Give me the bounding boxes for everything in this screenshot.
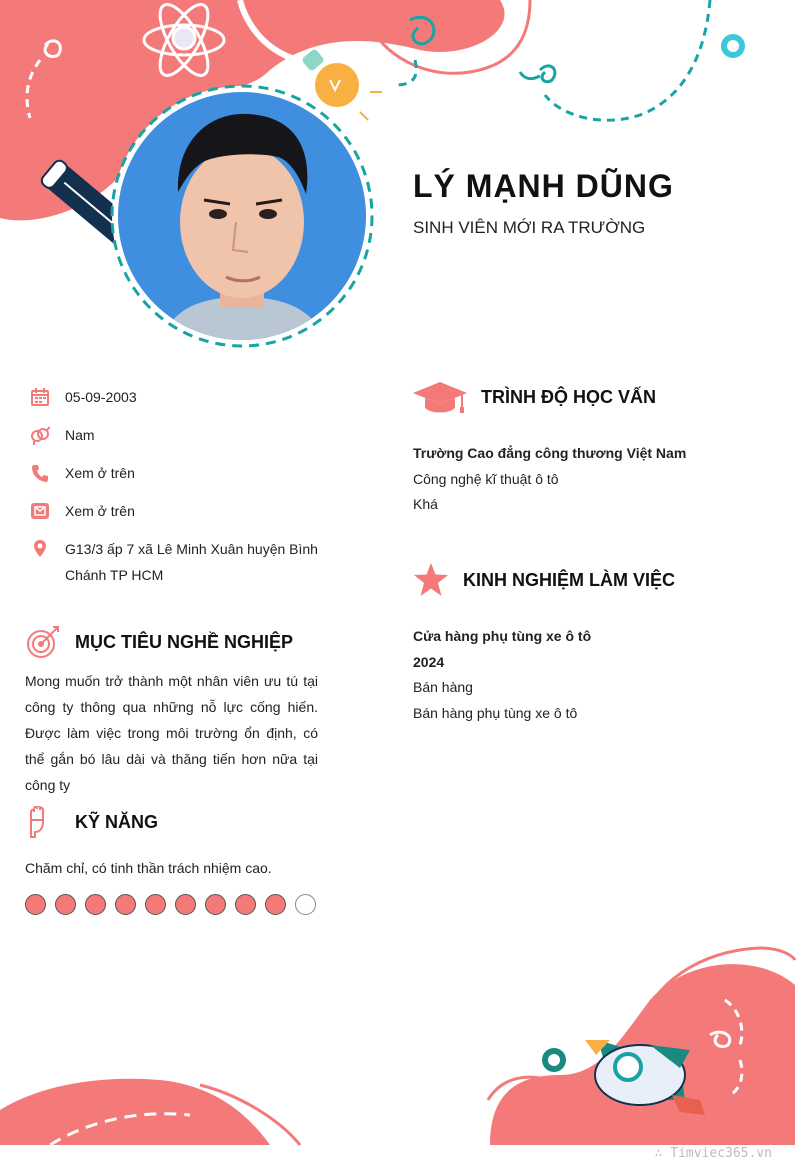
- education-heading: [413, 380, 656, 414]
- rating-dot: [205, 894, 226, 915]
- contact-birthday: [30, 384, 330, 410]
- rating-dot: [25, 894, 46, 915]
- rating-dot: [115, 894, 136, 915]
- email-value: Xem ở trên: [65, 503, 135, 519]
- rating-dot: [265, 894, 286, 915]
- gender-icon: [30, 425, 50, 445]
- objective-title: MỤC TIÊU NGHỀ NGHIỆP: [75, 631, 294, 652]
- experience-year: 2024: [413, 653, 445, 670]
- calendar-icon: [30, 387, 50, 407]
- profile-photo: [108, 82, 376, 350]
- map-pin-icon: [30, 539, 50, 559]
- candidate-role: SINH VIÊN MỚI RA TRƯỜNG: [413, 218, 646, 237]
- phone-icon: [30, 463, 50, 483]
- experience-title: KINH NGHIỆM LÀM VIỆC: [463, 569, 676, 590]
- raised-fist-icon: [25, 806, 61, 838]
- target-icon: [25, 624, 61, 660]
- experience-description: Bán hàng phụ tùng xe ô tô: [413, 704, 578, 721]
- phone-value: Xem ở trên: [65, 465, 135, 481]
- education-details: [413, 441, 686, 518]
- graduation-cap-icon: [413, 380, 467, 414]
- experience-position: Bán hàng: [413, 679, 473, 695]
- gender-value: Nam: [65, 427, 95, 443]
- address-value: G13/3 ấp 7 xã Lê Minh Xuân huyện Bình Chánh TP HCM: [65, 541, 318, 583]
- education-title: TRÌNH ĐỘ HỌC VẤN: [481, 386, 656, 407]
- experience-heading: [413, 562, 675, 598]
- watermark: ∴ Timviec365.vn: [654, 1146, 772, 1161]
- skill-rating: [25, 894, 316, 915]
- experience-company: Cửa hàng phụ tùng xe ô tô: [413, 628, 592, 644]
- contact-phone: [30, 460, 330, 486]
- mail-icon: [30, 501, 50, 521]
- education-school: Trường Cao đẳng công thương Việt Nam: [413, 445, 687, 461]
- candidate-name: LÝ MẠNH DŨNG: [413, 168, 674, 204]
- rating-dot: [235, 894, 256, 915]
- education-grade: Khá: [413, 496, 438, 512]
- rating-dot: [175, 894, 196, 915]
- education-major: Công nghệ kĩ thuật ô tô: [413, 470, 559, 487]
- rating-dot: [85, 894, 106, 915]
- rating-dot: [295, 894, 316, 915]
- skills-title: KỸ NĂNG: [75, 811, 159, 832]
- star-icon: [413, 562, 449, 598]
- skills-heading: [25, 806, 158, 838]
- skills-text: Chăm chỉ, có tinh thần trách nhiệm cao.: [25, 860, 272, 876]
- rating-dot: [145, 894, 166, 915]
- contact-address: [30, 536, 330, 588]
- contact-gender: [30, 422, 330, 448]
- birthday-value: 05-09-2003: [65, 389, 137, 405]
- experience-details: [413, 624, 591, 726]
- objective-heading: [25, 624, 293, 660]
- contact-email: [30, 498, 330, 524]
- objective-text: Mong muốn trở thành một nhân viên ưu tú tại công ty thông qua những nỗ lực cống hiến. Được làm việc trong môi trường ổn định, có thể gắn bó lâu dài và thăng tiến hơn nữa tại công ty: [25, 673, 318, 793]
- rating-dot: [55, 894, 76, 915]
